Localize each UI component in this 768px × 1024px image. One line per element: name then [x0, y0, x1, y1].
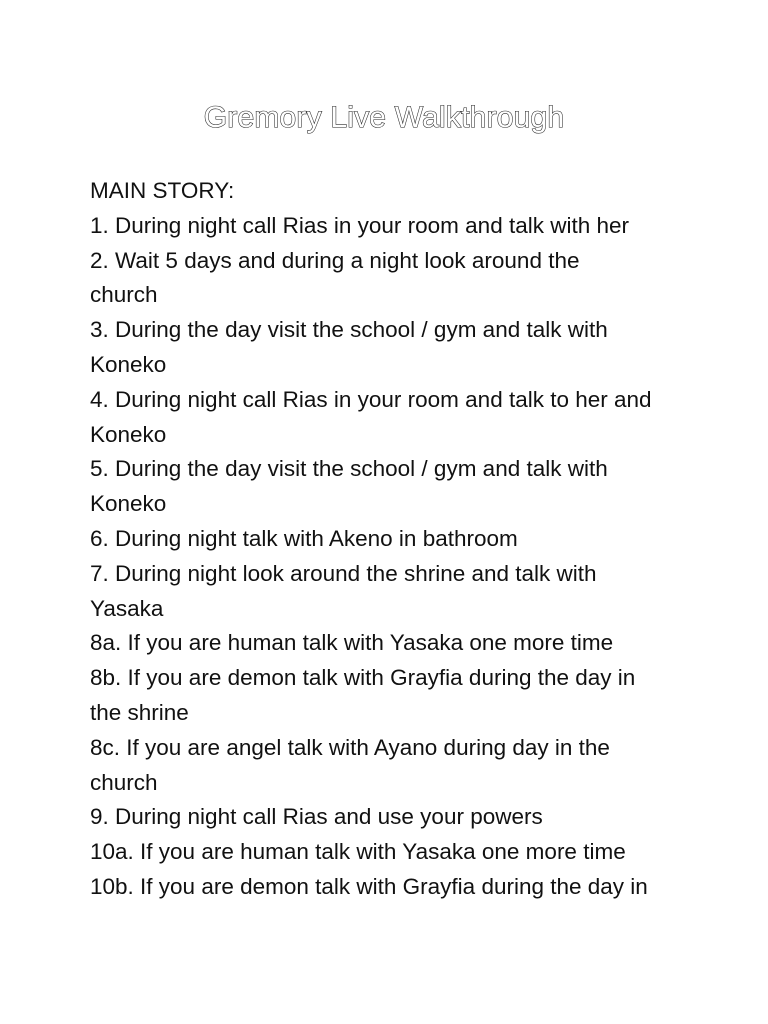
walkthrough-line: 6. During night talk with Akeno in bathroom — [90, 525, 518, 551]
walkthrough-line: 10b. If you are demon talk with Grayfia during the day in — [90, 873, 648, 899]
walkthrough-line: 1. During night call Rias in your room and talk with her — [90, 212, 630, 238]
walkthrough-line: Koneko — [90, 491, 167, 517]
walkthrough-line: Yasaka — [90, 595, 164, 621]
walkthrough-line: church — [90, 769, 158, 795]
walkthrough-line: 8b. If you are demon talk with Grayfia during the day in — [90, 665, 636, 691]
walkthrough-line: Koneko — [90, 421, 167, 447]
walkthrough-line: church — [90, 282, 158, 308]
document-body — [90, 174, 700, 905]
document-title: Gremory Live Walkthrough — [203, 101, 565, 134]
walkthrough-line: 8c. If you are angel talk with Ayano during day in the — [90, 734, 610, 760]
walkthrough-line: 10a. If you are human talk with Yasaka one more time — [90, 839, 626, 865]
walkthrough-line: the shrine — [90, 699, 189, 725]
walkthrough-line: 3. During the day visit the school / gym and talk with — [90, 317, 608, 343]
walkthrough-line: 5. During the day visit the school / gym and talk with — [90, 456, 608, 482]
walkthrough-line: 7. During night look around the shrine and talk with — [90, 560, 597, 586]
walkthrough-line: 4. During night call Rias in your room and talk to her and — [90, 386, 652, 412]
walkthrough-line: 8a. If you are human talk with Yasaka one more time — [90, 630, 614, 656]
walkthrough-line: Koneko — [90, 351, 167, 377]
walkthrough-line: 9. During night call Rias and use your powers — [90, 804, 543, 830]
walkthrough-line: 2. Wait 5 days and during a night look around the — [90, 247, 580, 273]
section-heading: MAIN STORY: — [90, 178, 235, 203]
